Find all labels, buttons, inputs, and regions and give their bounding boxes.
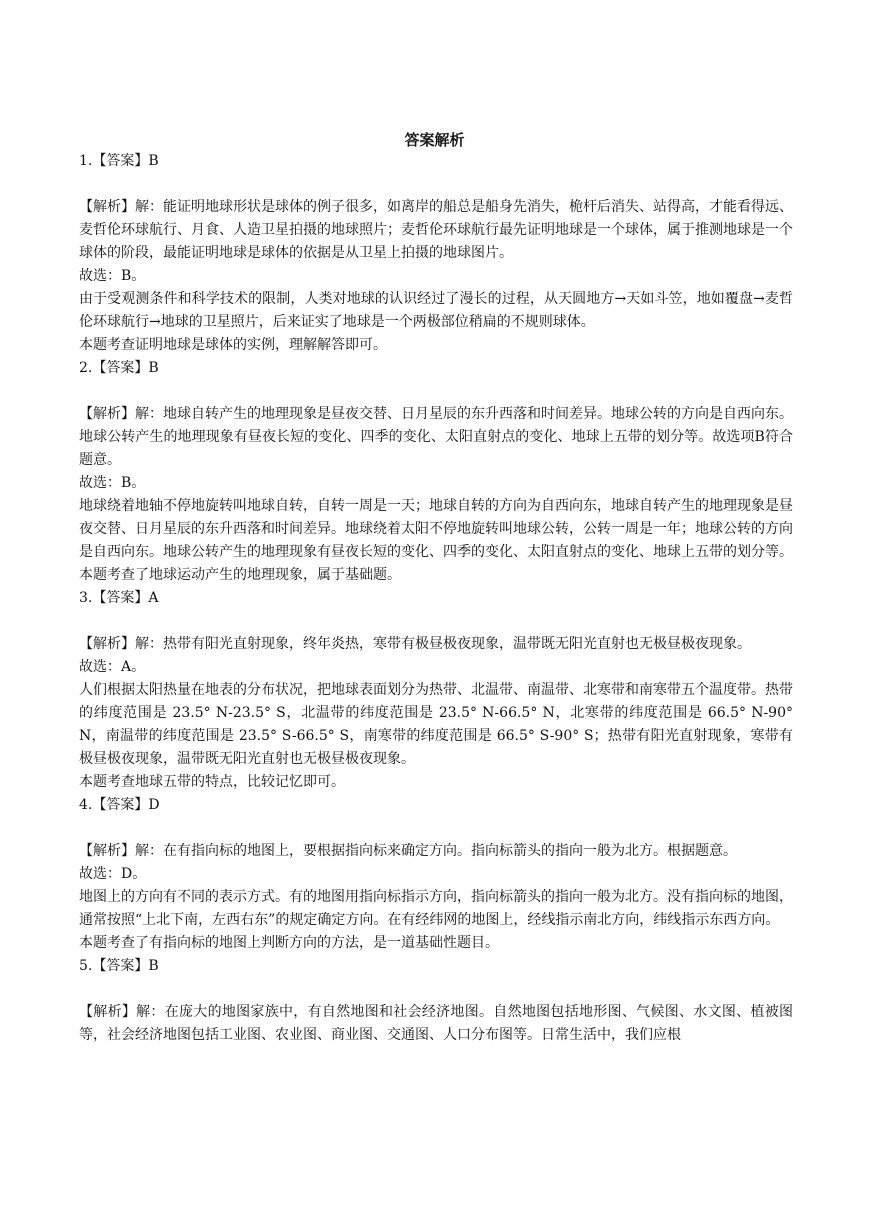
page-title: 答案解析 bbox=[404, 131, 465, 149]
summary-4: 本题考查了有指向标的地图上判断方向的方法，是一道基础性题目。 bbox=[79, 935, 499, 951]
choice-4: 故选：D。 bbox=[79, 866, 147, 882]
summary-1: 本题考查证明地球是球体的实例，理解解答即可。 bbox=[79, 337, 387, 353]
answer-line-4: 4.【答案】D bbox=[79, 797, 160, 813]
answer-line-1: 1.【答案】B bbox=[79, 153, 159, 169]
answer-line-2: 2.【答案】B bbox=[79, 360, 159, 376]
explanation-2: 地球绕着地轴不停地旋转叫地球自转，自转一周是一天；地球自转的方向为自西向东，地球自转产生的地理现象是昼夜交替、日月星辰的东升西落和时间差异。地球绕着太阳不停地旋转叫地球公转，公转一周是一年；地球公转的方向是自西向东。地球公转产生的地理现象有昼夜长短的变化、四季的变化、太阳直射点的变化、地球上五带的划分等。 bbox=[79, 498, 793, 560]
answer-line-5: 5.【答案】B bbox=[79, 958, 159, 974]
explanation-1: 由于受观测条件和科学技术的限制，人类对地球的认识经过了漫长的过程，从天圆地方→天如斗笠，地如覆盘→麦哲伦环球航行→地球的卫星照片，后来证实了地球是一个两极部位稍扁的不规则球体。 bbox=[79, 291, 793, 330]
analysis-2: 【解析】解：地球自转产生的地理现象是昼夜交替、日月星辰的东升西落和时间差异。地球公转的方向是自西向东。地球公转产生的地理现象有昼夜长短的变化、四季的变化、太阳直射点的变化、地球上五带的划分等。故选项B符合题意。 bbox=[79, 406, 793, 468]
spacer bbox=[79, 380, 793, 403]
analysis-5: 【解析】解：在庞大的地图家族中，有自然地图和社会经济地图。自然地图包括地形图、气候图、水文图、植被图等，社会经济地图包括工业图、农业图、商业图、交通图、人口分布图等。日常生活中，我们应根 bbox=[79, 1004, 793, 1043]
choice-2: 故选：B。 bbox=[79, 475, 146, 491]
spacer bbox=[79, 978, 793, 1001]
spacer bbox=[79, 173, 793, 196]
answer-line-3: 3.【答案】A bbox=[79, 590, 159, 606]
analysis-3: 【解析】解：热带有阳光直射现象，终年炎热，寒带有极昼极夜现象，温带既无阳光直射也无极昼极夜现象。 bbox=[79, 636, 751, 652]
analysis-4: 【解析】解：在有指向标的地图上，要根据指向标来确定方向。指向标箭头的指向一般为北方。根据题意。 bbox=[79, 843, 737, 859]
summary-3: 本题考查地球五带的特点，比较记忆即可。 bbox=[79, 774, 345, 790]
spacer bbox=[79, 610, 793, 633]
explanation-4: 地图上的方向有不同的表示方式。有的地图用指向标指示方向，指向标箭头的指向一般为北方。没有指向标的地图，通常按照“上北下南，左西右东”的规定确定方向。在有经纬网的地图上，经线指示南北方向，纬线指示东西方向。 bbox=[79, 889, 793, 928]
analysis-1: 【解析】解：能证明地球形状是球体的例子很多，如离岸的船总是船身先消失，桅杆后消失、站得高，才能看得远、麦哲伦环球航行、月食、人造卫星拍摄的地球照片；麦哲伦环球航行最先证明地球是一个球体，属于推测地球是一个球体的阶段，最能证明地球是球体的依据是从卫星上拍摄的地球图片。 bbox=[79, 199, 793, 261]
choice-1: 故选：B。 bbox=[79, 268, 146, 284]
spacer bbox=[79, 817, 793, 840]
choice-3: 故选：A。 bbox=[79, 659, 146, 675]
summary-2: 本题考查了地球运动产生的地理现象，属于基础题。 bbox=[79, 567, 401, 583]
answer-list bbox=[79, 150, 793, 1047]
explanation-3: 人们根据太阳热量在地表的分布状况，把地球表面划分为热带、北温带、南温带、北寒带和南寒带五个温度带。热带的纬度范围是 23.5° N-23.5° S，北温带的纬度范围是 23.5° N-66.5° N，北寒带的纬度范围是 66.5° N-90° N，南温带的纬度范围是 23.5° S-66.5° S，南寒带的纬度范围是 66.5° S-90° S；热带有阳光直射现象，寒带有极昼极夜现象，温带既无阳光直射也无极昼极夜现象。 bbox=[79, 682, 793, 767]
